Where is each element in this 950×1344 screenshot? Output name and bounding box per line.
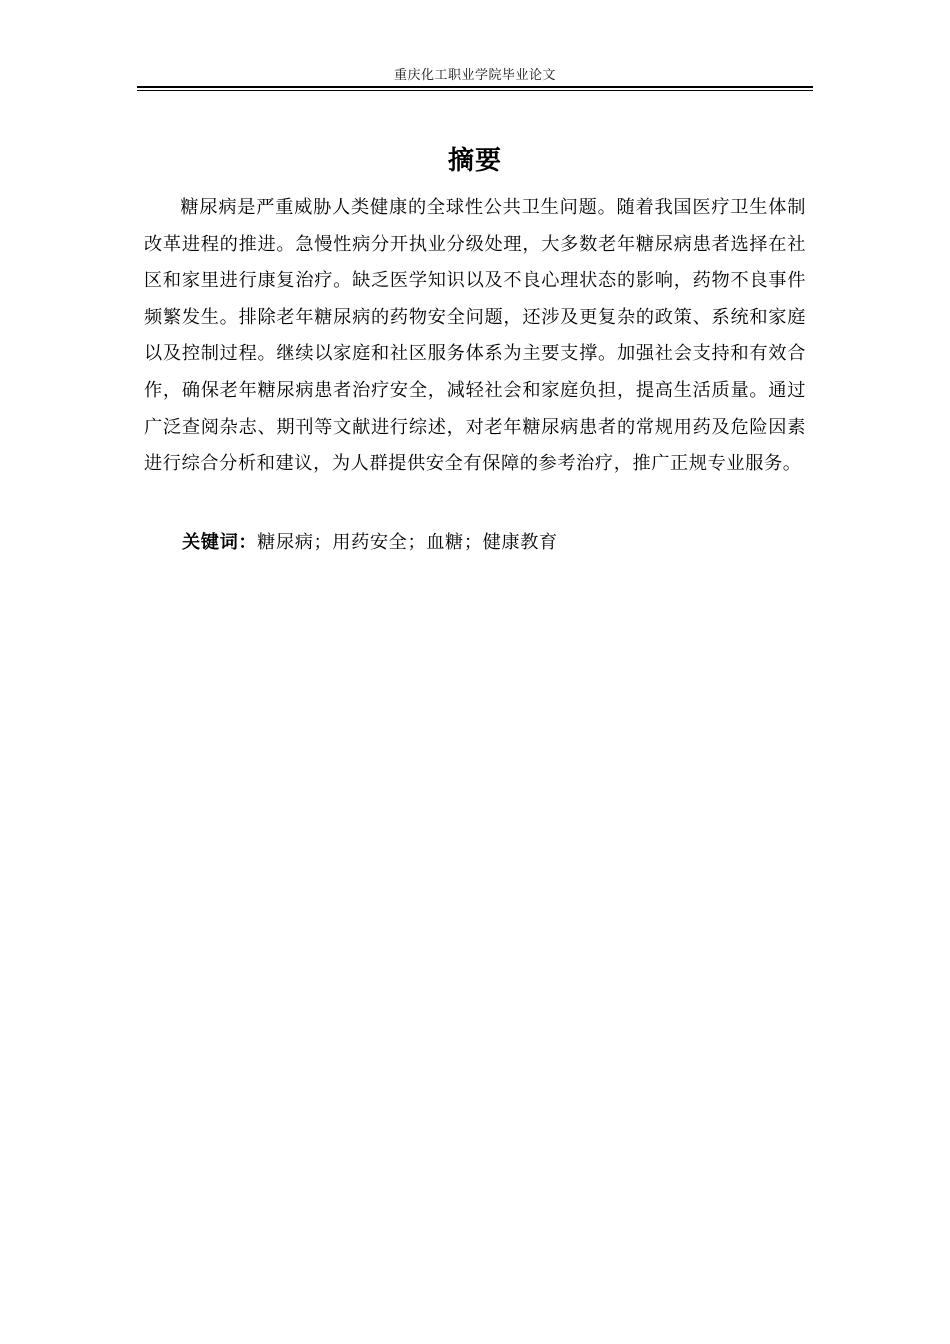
header-rule-thin	[137, 90, 813, 91]
keywords-line	[182, 525, 806, 562]
abstract-body: 糖尿病是严重威胁人类健康的全球性公共卫生问题。随着我国医疗卫生体制改革进程的推进。急慢性病分开执业分级处理，大多数老年糖尿病患者选择在社区和家里进行康复治疗。缺乏医学知识以及不良心理状态的影响，药物不良事件频繁发生。排除老年糖尿病的药物安全问题，还涉及更复杂的政策、系统和家庭以及控制过程。继续以家庭和社区服务体系为主要支撑。加强社会支持和有效合作，确保老年糖尿病患者治疗安全，减轻社会和家庭负担，提高生活质量。通过广泛查阅杂志、期刊等文献进行综述，对老年糖尿病患者的常规用药及危险因素进行综合分析和建议，为人群提供安全有保障的参考治疗，推广正规专业服务。	[144, 197, 806, 475]
header-rule-thick	[137, 86, 813, 88]
keywords-label: 关键词：	[182, 532, 258, 553]
running-header: 重庆化工职业学院毕业论文	[393, 68, 556, 83]
keywords-value: 糖尿病；用药安全；血糖；健康教育	[257, 532, 558, 553]
abstract-title: 摘要	[447, 146, 502, 176]
